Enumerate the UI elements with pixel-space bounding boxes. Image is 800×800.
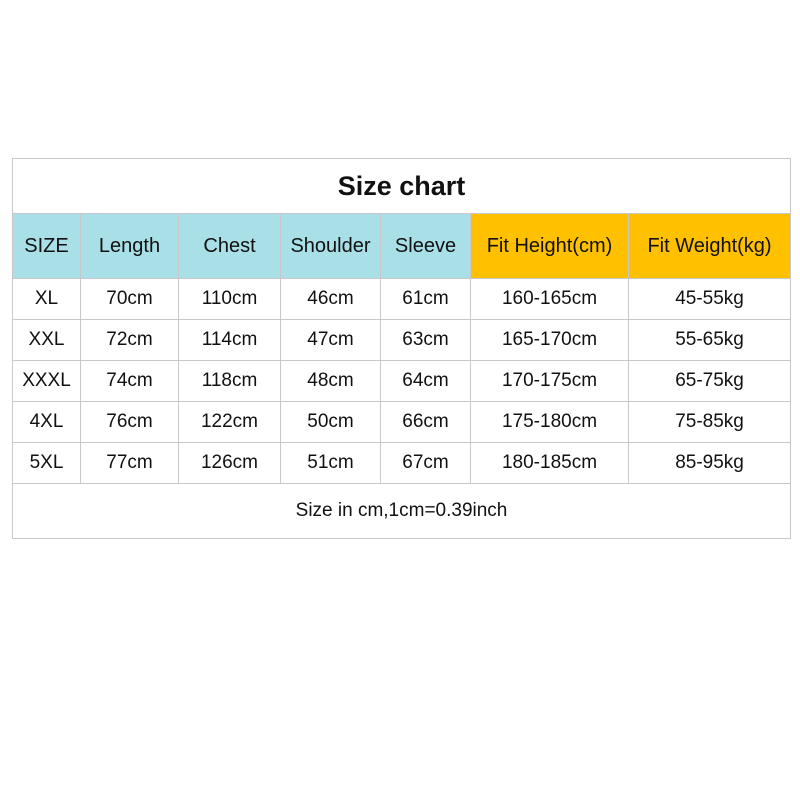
cell-length: 76cm [81,402,179,443]
cell-chest: 122cm [179,402,281,443]
cell-length: 70cm [81,279,179,320]
cell-sleeve: 67cm [381,443,471,484]
cell-sleeve: 66cm [381,402,471,443]
column-header-shoulder: Shoulder [281,214,381,279]
table-title: Size chart [13,159,791,214]
cell-chest: 110cm [179,279,281,320]
table-row [13,402,791,443]
table-row [13,443,791,484]
cell-chest: 126cm [179,443,281,484]
cell-fit-weight: 55-65kg [629,320,791,361]
cell-size: 5XL [13,443,81,484]
cell-size: XXL [13,320,81,361]
cell-fit-weight: 75-85kg [629,402,791,443]
cell-fit-height: 175-180cm [471,402,629,443]
size-chart-table [12,158,791,539]
cell-fit-height: 165-170cm [471,320,629,361]
table-row [13,361,791,402]
cell-length: 72cm [81,320,179,361]
cell-chest: 118cm [179,361,281,402]
table-row [13,279,791,320]
header-row [13,214,791,279]
cell-shoulder: 47cm [281,320,381,361]
table-row [13,320,791,361]
cell-fit-weight: 65-75kg [629,361,791,402]
column-header-chest: Chest [179,214,281,279]
title-row [13,159,791,214]
cell-length: 77cm [81,443,179,484]
cell-shoulder: 46cm [281,279,381,320]
cell-fit-height: 180-185cm [471,443,629,484]
cell-fit-height: 170-175cm [471,361,629,402]
column-header-length: Length [81,214,179,279]
cell-sleeve: 63cm [381,320,471,361]
cell-size: XL [13,279,81,320]
cell-fit-height: 160-165cm [471,279,629,320]
column-header-fit-height: Fit Height(cm) [471,214,629,279]
cell-shoulder: 48cm [281,361,381,402]
cell-shoulder: 51cm [281,443,381,484]
cell-shoulder: 50cm [281,402,381,443]
column-header-sleeve: Sleeve [381,214,471,279]
cell-size: 4XL [13,402,81,443]
cell-sleeve: 61cm [381,279,471,320]
cell-fit-weight: 45-55kg [629,279,791,320]
cell-length: 74cm [81,361,179,402]
footnote-row [13,484,791,539]
cell-sleeve: 64cm [381,361,471,402]
footnote: Size in cm,1cm=0.39inch [13,484,791,539]
column-header-fit-weight: Fit Weight(kg) [629,214,791,279]
cell-fit-weight: 85-95kg [629,443,791,484]
cell-size: XXXL [13,361,81,402]
cell-chest: 114cm [179,320,281,361]
column-header-size: SIZE [13,214,81,279]
